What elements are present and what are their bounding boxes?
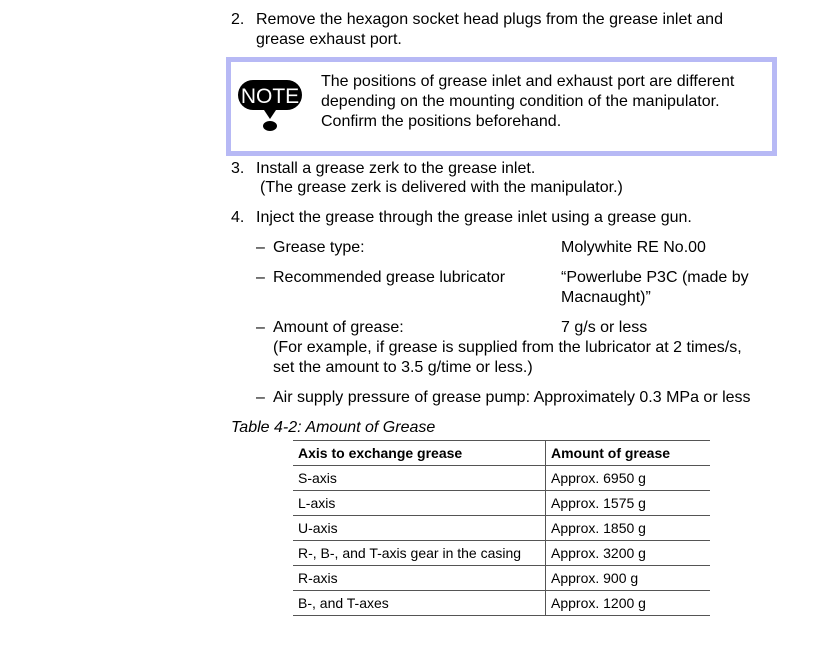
- table-row: [293, 566, 710, 591]
- amount-value: 7 g/s or less: [561, 319, 648, 336]
- note-icon-graphic: [237, 79, 303, 133]
- step-3-number: 3.: [231, 160, 245, 177]
- step-3-text-line-1: Install a grease zerk to the grease inlet.: [256, 160, 536, 177]
- dash-bullet: –: [256, 269, 265, 286]
- lubricator-value-line-1: “Powerlube P3C (made by: [561, 269, 749, 286]
- table-cell-axis: S-axis: [293, 466, 546, 491]
- table-cell-amount: Approx. 1575 g: [546, 491, 711, 516]
- table-header-axis: Axis to exchange grease: [293, 441, 546, 466]
- table-row: [293, 541, 710, 566]
- table-row: [293, 466, 710, 491]
- dash-bullet: –: [256, 389, 265, 406]
- dash-bullet: –: [256, 239, 265, 256]
- table-header-row: [293, 441, 710, 466]
- table-header-amount: Amount of grease: [546, 441, 711, 466]
- table-cell-axis: R-, B-, and T-axis gear in the casing: [293, 541, 546, 566]
- table-cell-axis: B-, and T-axes: [293, 591, 546, 616]
- table-cell-amount: Approx. 900 g: [546, 566, 711, 591]
- table-cell-axis: R-axis: [293, 566, 546, 591]
- note-icon-label: NOTE: [240, 85, 300, 108]
- grease-amount-table: [293, 440, 710, 616]
- table-cell-axis: U-axis: [293, 516, 546, 541]
- table-row: [293, 591, 710, 616]
- step-2-number: 2.: [231, 11, 245, 28]
- note-icon: [237, 79, 303, 133]
- amount-example-line-1: (For example, if grease is supplied from the lubricator at 2 times/s,: [273, 339, 742, 356]
- table-cell-amount: Approx. 1850 g: [546, 516, 711, 541]
- note-text-line-3: Confirm the positions beforehand.: [321, 113, 562, 130]
- table-caption: Table 4-2: Amount of Grease: [231, 419, 436, 436]
- table-cell-axis: L-axis: [293, 491, 546, 516]
- amount-label: Amount of grease:: [273, 319, 404, 336]
- dash-bullet: –: [256, 319, 265, 336]
- note-text-line-2: depending on the mounting condition of the manipulator.: [321, 93, 720, 110]
- note-text-line-1: The positions of grease inlet and exhaust port are different: [321, 73, 735, 90]
- amount-example-line-2: set the amount to 3.5 g/time or less.): [273, 359, 533, 376]
- step-3-text-line-2: (The grease zerk is delivered with the manipulator.): [260, 179, 623, 196]
- step-2-text-line-1: Remove the hexagon socket head plugs from the grease inlet and: [256, 11, 723, 28]
- table-cell-amount: Approx. 1200 g: [546, 591, 711, 616]
- grease-type-value: Molywhite RE No.00: [561, 239, 706, 256]
- lubricator-value-line-2: Macnaught)”: [561, 289, 651, 306]
- lubricator-label: Recommended grease lubricator: [273, 269, 506, 286]
- table-row: [293, 491, 710, 516]
- step-4-number: 4.: [231, 209, 245, 226]
- table-row: [293, 516, 710, 541]
- air-pressure-text: Air supply pressure of grease pump: Approximately 0.3 MPa or less: [273, 389, 751, 406]
- table-cell-amount: Approx. 3200 g: [546, 541, 711, 566]
- step-2-text-line-2: grease exhaust port.: [256, 31, 402, 48]
- step-4-text-line-1: Inject the grease through the grease inlet using a grease gun.: [256, 209, 692, 226]
- grease-type-label: Grease type:: [273, 239, 365, 256]
- table-cell-amount: Approx. 6950 g: [546, 466, 711, 491]
